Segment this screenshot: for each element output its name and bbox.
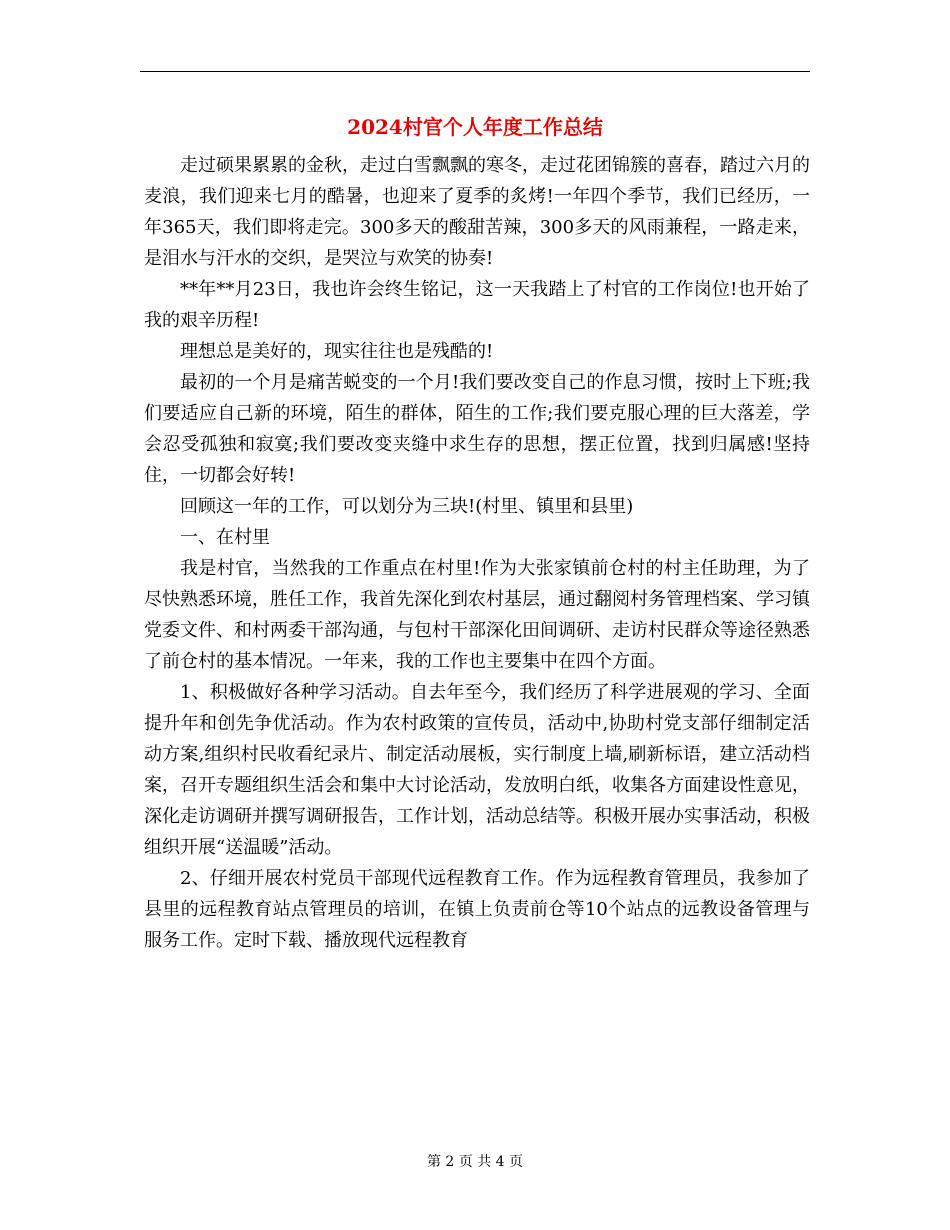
paragraph-first-month: 最初的一个月是痛苦蜕变的一个月!我们要改变自己的作息习惯，按时上下班;我们要适应自己新的环境，陌生的群体，陌生的工作;我们要克服心理的巨大落差，学会忍受孤独和寂寞;我们要改变夹缝中求生存的思想，摆正位置，找到归属感!坚持住，一切都会好转! (144, 372, 810, 486)
paragraph-village-work: 我是村官，当然我的工作重点在村里!作为大张家镇前仓村的村主任助理，为了尽快熟悉环境，胜任工作，我首先深化到农村基层，通过翻阅村务管理档案、学习镇党委文件、和村两委干部沟通，与包村干部深化田间调研、走访村民群众等途径熟悉了前仓村的基本情况。一年来，我的工作也主要集中在四个方面。 (144, 558, 810, 672)
document-body (144, 150, 810, 956)
paragraph-item-1: 1、积极做好各种学习活动。自去年至今，我们经历了科学进展观的学习、全面提升年和创先争优活动。作为农村政策的宣传员，活动中,协助村党支部仔细制定活动方案,组织村民收看纪录片、制定活动展板，实行制度上墙,刷新标语，建立活动档案，召开专题组织生活会和集中大讨论活动，发放明白纸，收集各方面建设性意见，深化走访调研并撰写调研报告，工作计划，活动总结等。积极开展办实事活动，积极组织开展“送温暖”活动。 (144, 682, 810, 858)
paragraph-start-date: **年**月23日，我也许会终生铭记，这一天我踏上了村官的工作岗位!也开始了我的艰辛历程! (144, 279, 810, 331)
paragraph-ideal-reality: 理想总是美好的，现实往往也是残酷的! (180, 341, 494, 362)
paragraph-item-2: 2、仔细开展农村党员干部现代远程教育工作。作为远程教育管理员，我参加了县里的远程教育站点管理员的培训，在镇上负责前仓等10个站点的远教设备管理与服务工作。定时下载、播放现代远程教育 (144, 868, 810, 951)
page-footer: 第 2 页 共 4 页 (426, 1154, 524, 1170)
paragraph-review: 回顾这一年的工作，可以划分为三块!(村里、镇里和县里) (180, 496, 634, 517)
paragraph-intro: 走过硕果累累的金秋，走过白雪飘飘的寒冬，走过花团锦簇的喜春，踏过六月的麦浪，我们迎来七月的酷暑，也迎来了夏季的炙烤!一年四个季节，我们已经历，一年365天，我们即将走完。300多天的酸甜苦辣，300多天的风雨兼程，一路走来，是泪水与汗水的交织，是哭泣与欢笑的协奏! (144, 155, 810, 269)
section-heading-village: 一、在村里 (180, 527, 270, 548)
header-rule (140, 71, 810, 72)
document-title: 2024村官个人年度工作总结 (347, 115, 603, 139)
